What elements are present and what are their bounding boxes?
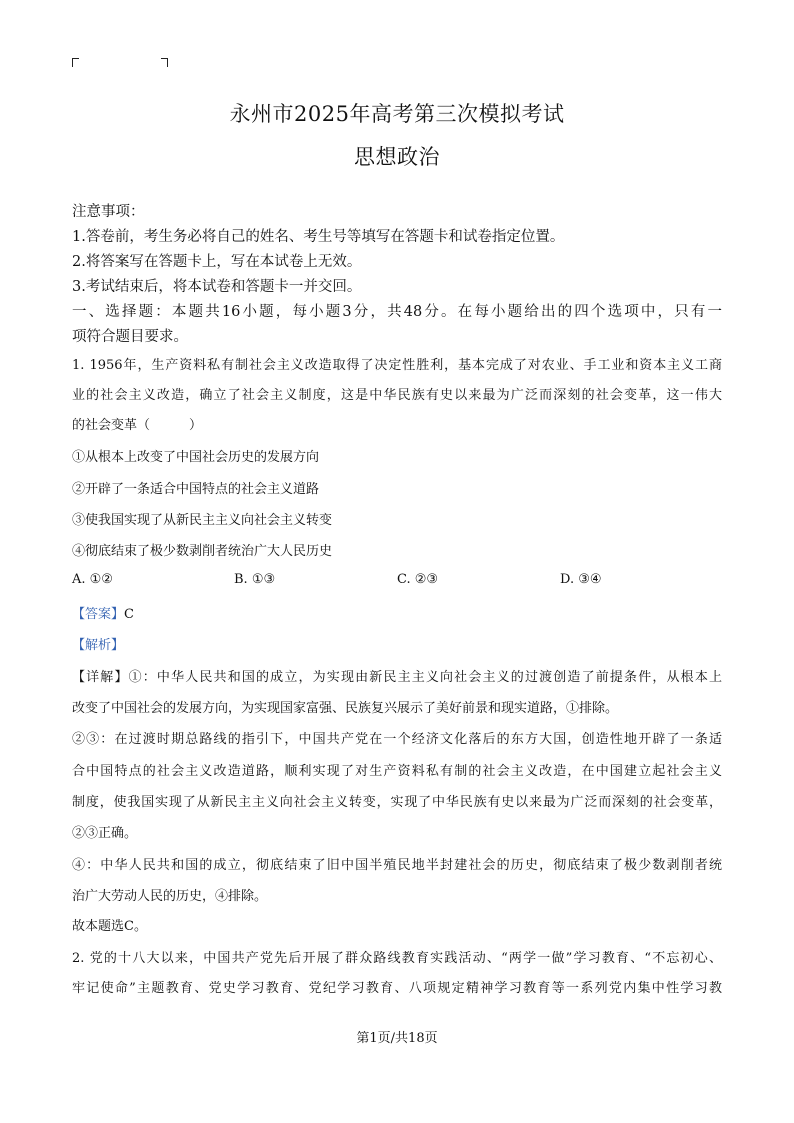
q1-option-c: C. ②③ — [397, 572, 439, 587]
notice-item-2: 2.将答案写在答题卡上，写在本试卷上无效。 — [72, 254, 362, 270]
q2-stem-line-2: 牢记使命”主题教育、党史学习教育、党纪学习教育、八项规定精神学习教育等一系列党内集中性学习教 — [72, 981, 722, 996]
notice-item-3: 3.考试结束后，将本试卷和答题卡一并交回。 — [72, 279, 362, 295]
q1-stem-line-3: 的社会变革（ ） — [72, 418, 203, 433]
notice-item-1: 1.答卷前，考生务必将自己的姓名、考生号等填写在答题卡和试卷指定位置。 — [72, 229, 565, 245]
detail-label: 【详解】 — [72, 670, 129, 685]
q1-option-a: A. ①② — [72, 572, 113, 587]
q1-option-d: D. ③④ — [560, 572, 602, 587]
q1-stem-line-2: 业的社会主义改造，确立了社会主义制度，这是中华民族有史以来最为广泛而深刻的社会变革，这一伟大 — [72, 388, 722, 403]
q1-stem-line-1: 1. 1956年，生产资料私有制社会主义改造取得了决定性胜利，基本完成了对农业、手工业和资本主义工商 — [72, 358, 722, 373]
section-instruction-line-1: 一、选择题：本题共16小题，每小题3分，共48分。在每小题给出的四个选项中，只有一 — [72, 304, 722, 320]
section-instruction-line-2: 项符合题目要求。 — [72, 329, 188, 345]
q1-detail-line-4: 合中国特点的社会主义改造道路，顺利实现了对生产资料私有制的社会主义改造，在中国建立起社会主义 — [72, 764, 722, 779]
q1-detail-line-6: ②③正确。 — [72, 826, 138, 841]
answer-value: C — [124, 607, 134, 622]
q1-statement-4: ④彻底结束了极少数剥削者统治广大人民历史 — [72, 544, 333, 559]
q1-detail-line-1 — [72, 666, 722, 685]
q1-statement-1: ①从根本上改变了中国社会历史的发展方向 — [72, 450, 320, 465]
q1-detail-line-8: 治广大劳动人民的历史，④排除。 — [72, 889, 268, 904]
q1-detail-line-7: ④：中华人民共和国的成立，彻底结束了旧中国半殖民地半封建社会的历史，彻底结束了极少数剥削者统 — [72, 858, 722, 873]
notice-heading: 注意事项： — [72, 204, 145, 220]
q1-detail-line-5: 制度，使我国实现了从新民主主义向社会主义转变，实现了中华民族有史以来最为广泛而深刻的社会变革， — [72, 795, 722, 810]
q1-answer — [72, 603, 722, 622]
q1-statement-2: ②开辟了一条适合中国特点的社会主义道路 — [72, 482, 320, 497]
q1-statement-3: ③使我国实现了从新民主主义向社会主义转变 — [72, 513, 333, 528]
page-number: 第1页/共18页 — [356, 1031, 438, 1046]
analysis-label: 【解析】 — [72, 638, 125, 653]
exam-subject: 思想政治 — [354, 145, 440, 169]
q2-stem-line-1: 2. 党的十八大以来，中国共产党先后开展了群众路线教育实践活动、“两学一做”学习教育、“不忘初心、 — [72, 951, 722, 966]
q1-conclusion: 故本题选C。 — [72, 919, 147, 934]
corner-crop-marks — [72, 58, 168, 68]
exam-title: 永州市2025年高考第三次模拟考试 — [229, 102, 565, 126]
q1-detail-line-3: ②③：在过渡时期总路线的指引下，中国共产党在一个经济文化落后的东方大国，创造性地开辟了一条适 — [72, 732, 722, 747]
answer-label: 【答案】 — [72, 607, 125, 622]
q1-option-b: B. ①③ — [234, 572, 276, 587]
detail-text: ①：中华人民共和国的成立，为实现由新民主主义向社会主义的过渡创造了前提条件，从根本上 — [128, 670, 722, 685]
q1-detail-line-2: 改变了中国社会的发展方向，为实现国家富强、民族复兴展示了美好前景和现实道路，①排除。 — [72, 701, 619, 716]
